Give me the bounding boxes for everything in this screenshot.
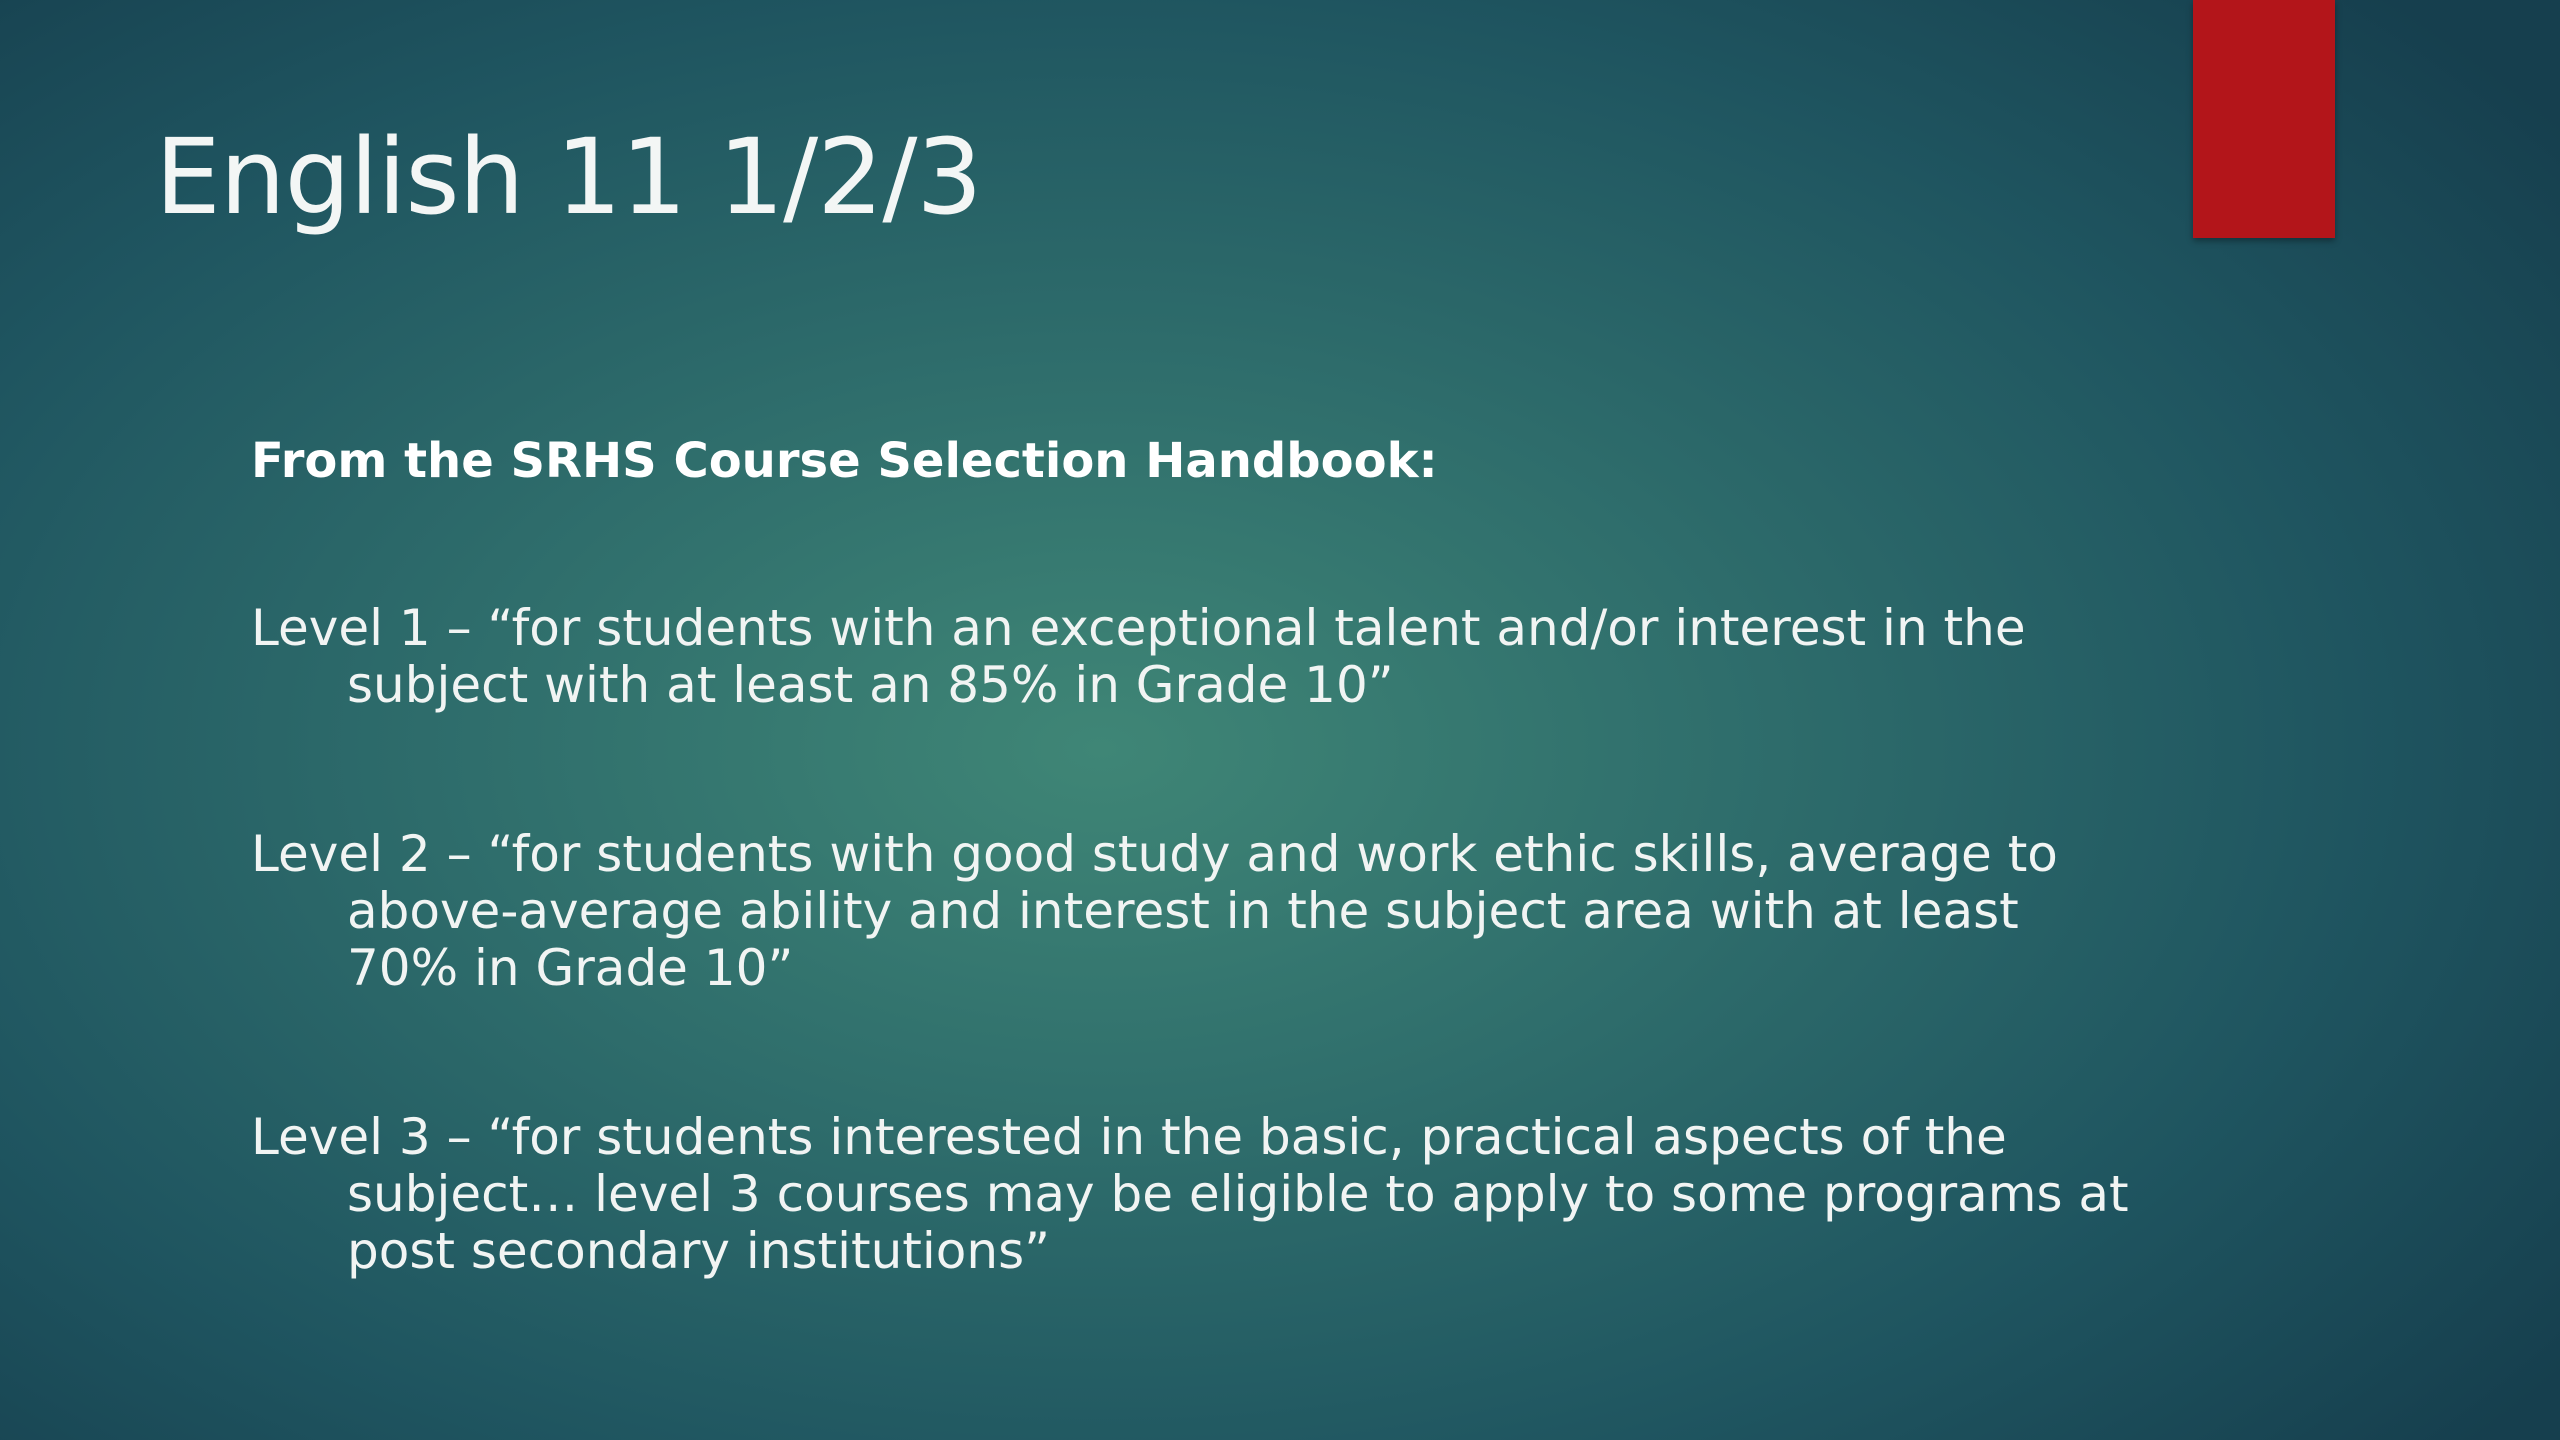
accent-bar [2193, 0, 2335, 238]
slide-content [251, 432, 2131, 1280]
handbook-subheading: From the SRHS Course Selection Handbook: [251, 433, 1438, 489]
level-2-description: Level 2 – “for students with good study and work ethic skills, average to above-average ability and interest in the subject area with at least 70% in Grade 10” [251, 825, 2058, 997]
level-list [251, 600, 2131, 1280]
level-3-description: Level 3 – “for students interested in the basic, practical aspects of the subject… level 3 courses may be eligible to apply to some programs at post secondary institutions” [251, 1108, 2129, 1280]
level-1-description: Level 1 – “for students with an exceptional talent and/or interest in the subject with at least an 85% in Grade 10” [251, 599, 2026, 714]
slide-title: English 11 1/2/3 [155, 116, 982, 238]
